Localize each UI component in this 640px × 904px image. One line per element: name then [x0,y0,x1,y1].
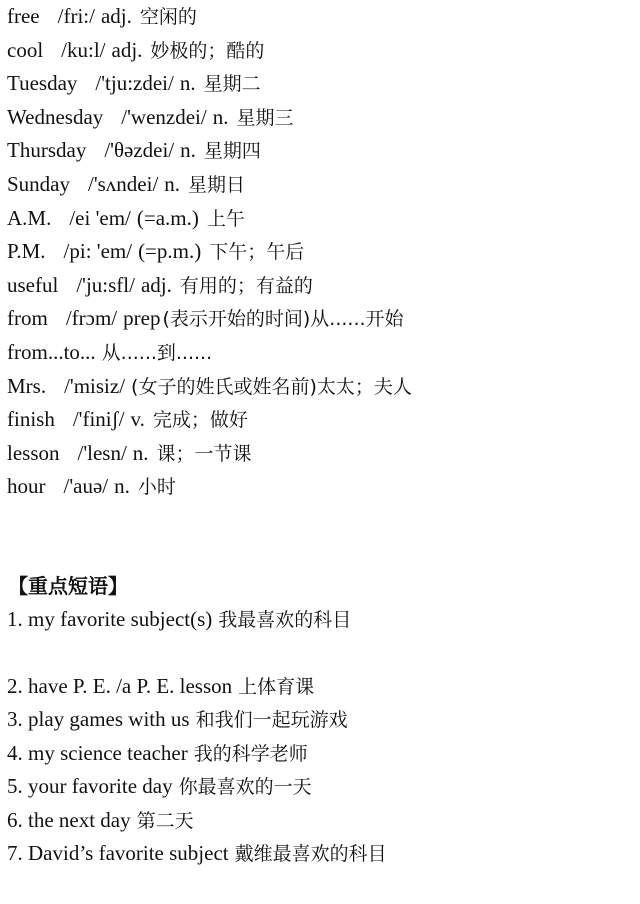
vocabulary-list [7,0,627,504]
vocab-entry [7,370,627,404]
vocab-meaning: (女子的姓氏或姓名前)太太；夫人 [131,375,412,398]
vocab-entry [7,269,627,303]
vocab-phonetic: /'auə/ [63,474,109,499]
vocab-meaning: 空闲的 [139,6,197,28]
phrase-chinese: 你最喜欢的一天 [178,776,312,798]
vocab-meaning: 课；一节课 [156,442,252,465]
vocab-entry [7,437,627,471]
vocab-part-of-speech: n. [180,138,196,163]
vocab-phonetic: /pi: 'em/ [63,239,133,264]
vocab-meaning: 星期日 [188,173,246,196]
vocab-part-of-speech: (=p.m.) [138,239,202,264]
phrase-english: 7. David’s favorite subject [7,841,229,865]
vocab-word: Mrs. [7,373,47,398]
vocab-phonetic: /ku:l/ [61,37,106,62]
vocab-word: P.M. [7,239,46,264]
phrase-item [7,703,627,737]
vocab-meaning: 完成；做好 [152,409,248,432]
vocab-word: lesson [7,440,60,465]
vocab-entry [7,202,627,236]
vocab-word: from [7,306,48,331]
phrase-english: 1. my favorite subject(s) [7,607,213,631]
vocab-meaning: 星期二 [203,73,261,96]
vocab-phonetic: /'sʌndei/ [88,171,159,196]
vocab-entry [7,470,627,504]
vocab-entry [7,67,627,101]
vocab-word: finish [7,407,55,432]
vocab-entry [7,336,627,370]
vocab-phonetic: /'lesn/ [77,440,127,465]
vocab-meaning: 星期四 [203,140,261,163]
vocab-word: Wednesday [7,104,104,129]
phrase-item [7,804,627,838]
vocab-part-of-speech: n. [179,71,196,96]
phrase-chinese: 我最喜欢的科目 [218,609,352,631]
vocab-phonetic: /frɔm/ [65,306,118,331]
vocab-word: from...to... [7,339,96,364]
phrase-item [7,670,627,704]
phrase-chinese: 戴维最喜欢的科目 [234,843,387,865]
vocab-phonetic: /'misiz/ [64,373,126,398]
vocab-phonetic: /'finiʃ/ [72,407,125,432]
vocab-entry [7,235,627,269]
vocab-meaning: 从......到...... [101,341,213,364]
vocab-part-of-speech: adj. [140,272,172,297]
phrase-chinese: 上体育课 [238,675,315,698]
vocab-part-of-speech: adj. [100,4,132,28]
vocab-word: useful [7,272,59,297]
phrase-chinese: 和我们一起玩游戏 [195,709,348,731]
key-phrases-list [7,603,627,871]
phrase-item [7,737,627,771]
phrase-english: 3. play games with us [7,707,190,731]
vocab-entry [7,403,627,437]
vocab-meaning: 有用的；有益的 [179,274,313,297]
vocab-entry [7,302,627,336]
vocab-part-of-speech: n. [212,104,229,129]
vocab-word: hour [7,474,46,499]
vocab-phonetic: /'θəzdei/ [104,138,175,163]
vocab-part-of-speech: n. [132,440,149,465]
key-phrases-heading: 【重点短语】 [8,574,128,598]
vocab-meaning: 星期三 [236,106,294,129]
vocab-word: Tuesday [7,71,78,96]
vocab-entry [7,101,627,135]
phrase-english: 6. the next day [7,807,131,832]
vocab-phonetic: /ei 'em/ [69,205,131,230]
vocab-part-of-speech: prep [123,306,161,331]
vocab-entry [7,34,627,68]
phrase-chinese: 我的科学老师 [193,742,308,765]
phrase-english: 4. my science teacher [7,740,188,765]
phrase-english: 2. have P. E. /a P. E. lesson [7,673,233,698]
vocab-entry [7,0,627,34]
phrase-item [7,837,627,871]
vocab-entry [7,134,627,168]
vocab-word: A.M. [7,205,52,230]
blank-line [7,637,627,670]
vocab-meaning: 上午 [206,207,245,230]
vocab-part-of-speech: v. [130,407,145,432]
vocab-word: free [7,4,40,28]
vocab-meaning: 小时 [137,476,176,499]
vocab-entry [7,168,627,202]
vocab-part-of-speech: n. [114,474,130,499]
vocab-word: Sunday [7,171,70,196]
vocab-phonetic: /'wenzdei/ [121,104,207,129]
phrase-item [7,770,627,804]
vocab-part-of-speech: adj. [111,37,143,62]
vocab-meaning: 妙极的；酷的 [150,39,265,62]
phrase-item [7,603,627,637]
phrase-english: 5. your favorite day [7,774,173,798]
phrase-chinese: 第二天 [136,809,194,832]
vocab-phonetic: /'ju:sfl/ [76,272,135,297]
vocab-meaning: 下午；午后 [209,241,305,264]
vocab-phonetic: /'tju:zdei/ [95,71,174,96]
vocab-part-of-speech: (=a.m.) [136,205,199,230]
vocab-meaning: (表示开始的时间)从......开始 [162,308,404,331]
vocab-word: cool [7,37,44,62]
vocab-phonetic: /fri:/ [57,4,95,28]
vocab-part-of-speech: n. [164,171,181,196]
vocab-word: Thursday [7,138,87,163]
